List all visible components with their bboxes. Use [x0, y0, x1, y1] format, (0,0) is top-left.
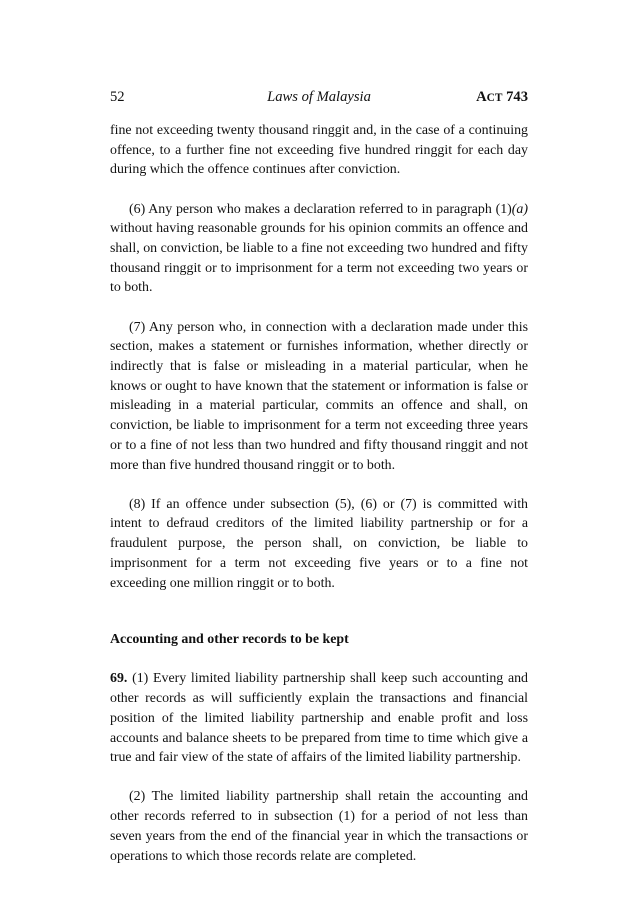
section-69-1-text: (1) Every limited liability partnership shall keep such accounting and other records as will sufficiently explain the transactions and financial position of the limited liability partnership and enable profit and loss accounts and balance sheets to be prepared from time to time which give a true and fair view of the state of affairs of the limited liability partnership. [110, 671, 528, 766]
section-69-subsection-2: (2) The limited liability partnership shall retain the accounting and other records referred to in subsection (1) for a period of not less than seven years from the end of the financial year in which the transactions or operations to which those records relate are completed. [110, 789, 528, 864]
act-prefix: A [476, 89, 487, 105]
section-heading: Accounting and other records to be kept [110, 632, 349, 648]
subsection-6-text-a: (6) Any person who makes a declaration referred to in paragraph (1) [129, 201, 512, 217]
subsection-8: (8) If an offence under subsection (5), (6) or (7) is committed with intent to defraud creditors of the limited liability partnership or for a fraudulent purpose, the person shall, on conviction, be liable to imprisonment for a term not exceeding five years or to a fine not exceeding one million ringgit or to both. [110, 496, 528, 591]
subsection-6-italic: (a) [511, 201, 528, 217]
act-reference [476, 88, 528, 107]
body-text [110, 121, 528, 866]
page-number: 52 [110, 89, 125, 105]
subsection-6-text-b: without having reasonable grounds for his opinion commits an offence and shall, on conviction, be liable to a fine not exceeding two hundred and fifty thousand ringgit or to imprisonment for a term not exceeding two years or to both. [110, 221, 528, 296]
paragraph-continuation: fine not exceeding twenty thousand ringgit and, in the case of a continuing offence, to a further fine not exceeding five hundred ringgit for each day during which the offence continues after conviction. [110, 123, 528, 178]
document-page [110, 0, 528, 901]
subsection-7: (7) Any person who, in connection with a declaration made under this section, makes a statement or furnishes information, whether directly or indirectly that is false or misleading in a material particular, when he knows or ought to have known that the statement or information is false or misleading in a material particular, commits an offence and shall, on conviction, be liable to imprisonment for a term not exceeding three years or to a fine of not less than two hundred and fifty thousand ringgit and not more than five hundred thousand ringgit or to both. [110, 319, 528, 473]
section-number: 69. [110, 671, 128, 687]
act-smallcaps: CT [486, 92, 503, 104]
running-header [110, 88, 528, 106]
subsection-6 [110, 200, 528, 299]
act-number: 743 [502, 89, 528, 105]
running-title: Laws of Malaysia [267, 89, 371, 105]
section-69-subsection-1 [110, 669, 528, 768]
